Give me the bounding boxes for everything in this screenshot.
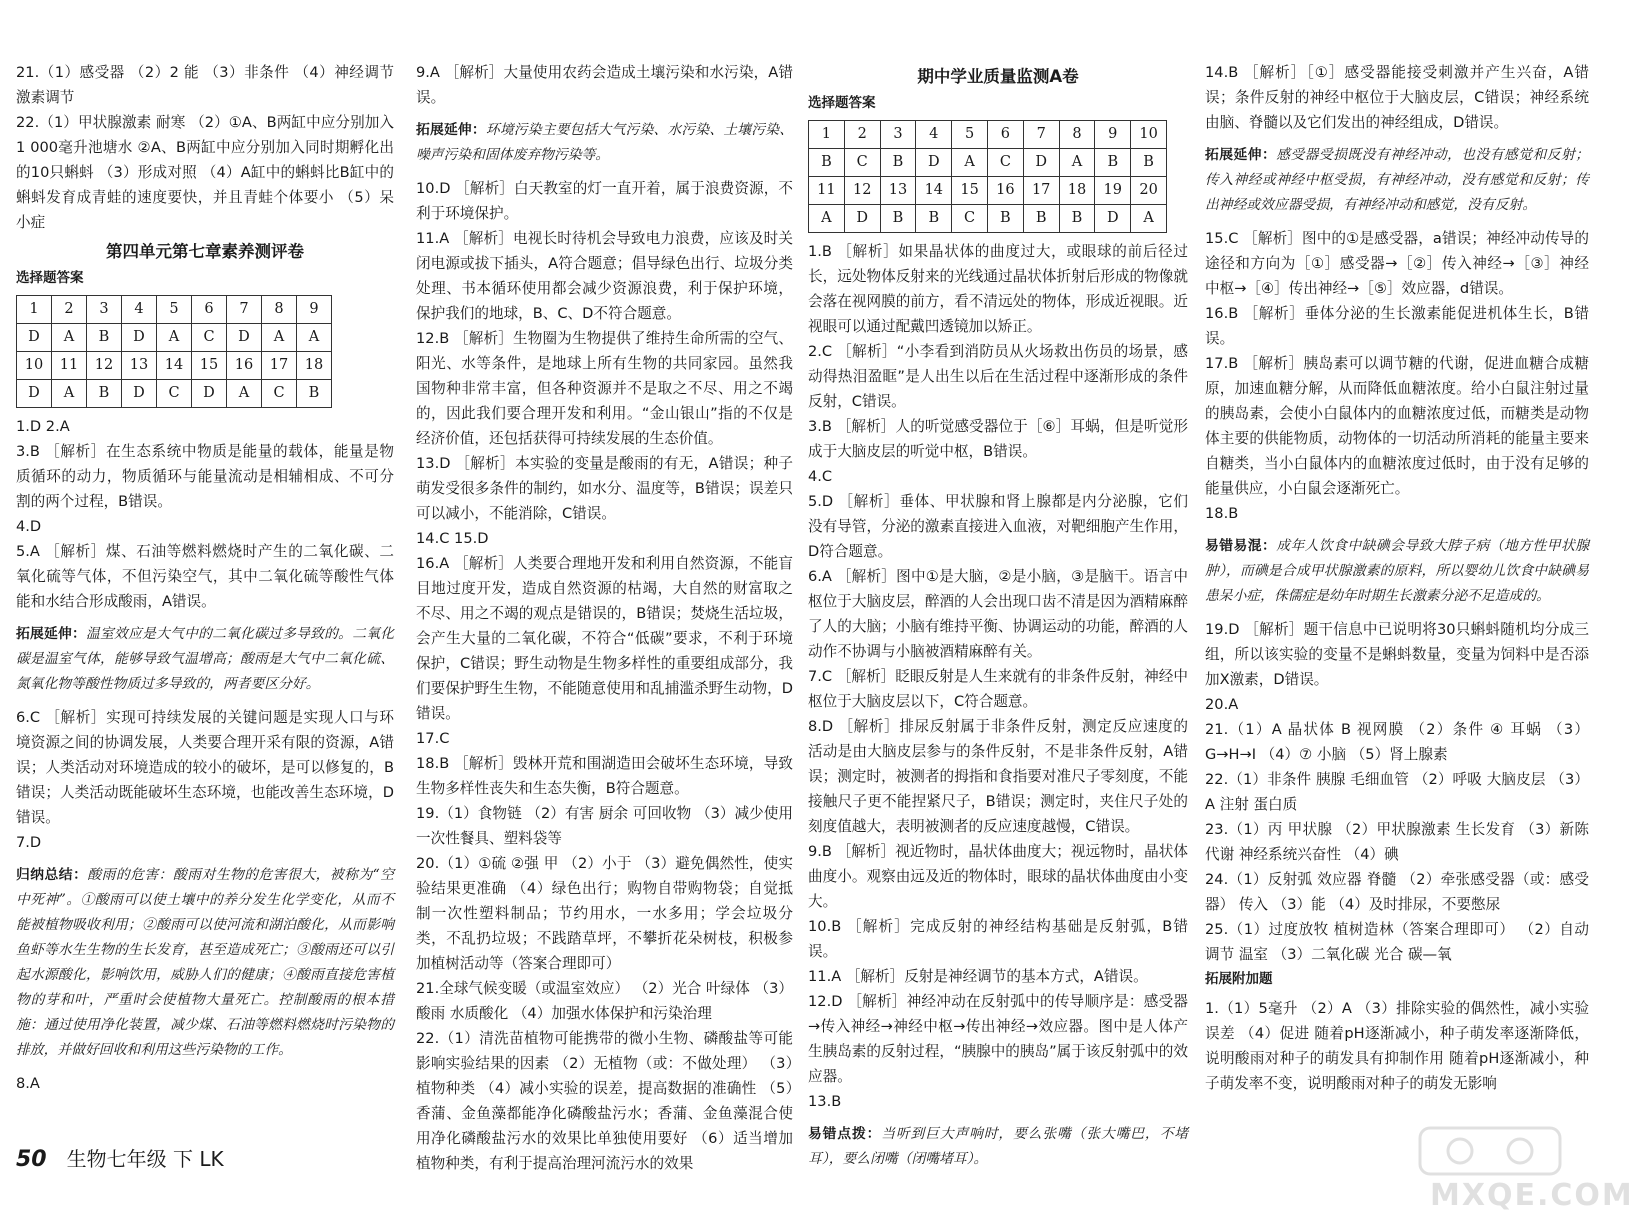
answer-table [16,295,332,408]
note-label: 拓展延伸： [16,626,87,642]
answer-6: 6.C ［解析］实现可持续发展的关键问题是实现人口与环境资源之间的协调发展，人类要合理开采有限的资源，A错误；人类活动对环境造成的较小的破坏，是可以修复的，B错误；人类活动既能破坏生态环境，也能改善生态环境，D错误。 [16,709,394,826]
table-cell: B [1059,205,1095,233]
answer-22: 22.（1）甲状腺激素 耐寒 （2）①A、B两缸中应分别加入1 000毫升池塘水 ②A、B两缸中应分别加入同时期孵化出的10只蝌蚪 （3）形成对照 （4）A缸中的蝌蚪比B缸中的蝌蚪发育成青蛙的速度要快，并且青蛙个体要小 （5）呆小症 [16,114,394,231]
table-cell: A [227,380,262,408]
answer-10: 10.B ［解析］完成反射的神经结构基础是反射弧，B错误。 [808,918,1188,960]
table-cell: 8 [1059,121,1095,149]
table-row [809,177,1167,205]
column-1 [16,60,394,1096]
answer-13: 13.D ［解析］本实验的变量是酸雨的有无，A错误；种子萌发受很多条件的制约，如水分、温度等，B错误；误差只可以减小，不能消除，C错误。 [416,455,793,522]
answer-11: 11.A ［解析］电视长时待机会导致电力浪费，应该及时关闭电源或拔下插头，A符合题意；倡导绿色出行、垃圾分类处理、书本循环使用都会减少资源浪费，利于保护环境，保护我们的地球，B、C、D不符合题意。 [416,230,793,322]
answer-18: 18.B ［解析］毁林开荒和围湖造田会破坏生态环境，导致生物多样性丧失和生态失衡，B符合题意。 [416,755,793,797]
note-text: 酸雨的危害：酸雨对生物的危害很大，被称为“空中死神”。①酸雨可以使土壤中的养分发生化学变化，从而不能被植物吸收利用；②酸雨可以使河流和湖泊酸化，从而影响鱼虾等水生生物的生长发育，甚至造成死亡；③酸雨还可以引起水源酸化，影响饮用，威胁人们的健康；④酸雨直接危害植物的芽和叶，严重时会使植物大量死亡。控制酸雨的根本措施：通过使用净化装置，减少煤、石油等燃料燃烧时污染物的排放，并做好回收和利用这些污染物的工作。 [16,867,394,1058]
table-row [809,121,1167,149]
answer-3: 3.B ［解析］在生态系统中物质是能量的载体，能量是物质循环的动力，物质循环与能量流动是相辅相成、不可分割的两个过程，B错误。 [16,443,394,510]
table-cell: C [157,380,192,408]
answer-22: 22.（1）清洗苗植物可能携带的微小生物、磷酸盐等可能影响实验结果的因素 （2）无植物（或：不做处理） （3）植物种类 （4）减小实验的误差，提高数据的准确性 （5）香蒲、金鱼藻都能净化磷酸盐污水；香蒲、金鱼藻混合使用净化磷酸盐污水的效果比单独使用要好 （6）适当增加植物种类，有利于提高治理河流污水的效果 [416,1030,793,1172]
watermark-icon [1400,1120,1580,1180]
answer-20: 20.（1）①硫 ②强 甲 （2）小于 （3）避免偶然性，使实验结果更准确 （4）绿色出行；购物自带购物袋；自觉抵制一次性塑料制品；节约用水，一水多用；学会垃圾分类，不乱扔垃圾；不践踏草坪，不攀折花朵树枝，积极参加植树活动等（答案合理即可） [416,855,793,972]
table-row [17,352,332,380]
table-cell: C [844,149,880,177]
table-row [809,149,1167,177]
table-cell: A [157,324,192,352]
answer-19: 19.（1）食物链 （2）有害 厨余 可回收物 （3）减少使用一次性餐具、塑料袋等 [416,805,793,847]
table-cell: 18 [297,352,332,380]
answer-25: 25.（1）过度放牧 植树造林（答案合理即可） （2）自动调节 温室 （3）二氧化碳 光合 碳—氧 [1205,921,1589,963]
table-cell: A [952,149,988,177]
note-label: 拓展延伸： [416,122,486,138]
extension-note [16,622,394,697]
answer-1: 1.B ［解析］如果晶状体的曲度过大，或眼球的前后径过长，远处物体反射来的光线通过晶状体折射后形成的物像就会落在视网膜的前方，看不清远处的物体，形成近视眼。近视眼可以通过配戴凹透镜加以矫正。 [808,243,1188,335]
table-cell: 4 [916,121,952,149]
table-cell: B [87,380,122,408]
table-cell: D [192,380,227,408]
table-cell: B [1095,149,1131,177]
answer-12: 12.B ［解析］生物圈为生物提供了维持生命所需的空气、阳光、水等条件，是地球上所有生物的共同家园。虽然我国物种非常丰富，但各种资源并不是取之不尽、用之不竭的，因此我们要合理开发和利用。“金山银山”指的不仅是经济价值，还包括获得可持续发展的生态价值。 [416,330,793,447]
note-label: 归纳总结： [16,867,88,883]
answer-8: 8.D ［解析］排尿反射属于非条件反射，测定反应速度的活动是由大脑皮层参与的条件反射，不是非条件反射，A错误；测定时，被测者的拇指和食指要对准尺子零刻度，不能接触尺子更不能捏紧尺子，B错误；测定时，夹住尺子处的刻度值越大，表明被测者的反应速度越慢，C错误。 [808,718,1188,835]
table-cell: D [916,149,952,177]
table-cell: 19 [1095,177,1131,205]
table-cell: D [1023,149,1059,177]
answer-12: 12.D ［解析］神经冲动在反射弧中的传导顺序是：感受器→传入神经→神经中枢→传出神经→效应器。图中是人体产生胰岛素的反射过程，“胰腺中的胰岛”属于该反射弧中的效应器。 [808,993,1188,1085]
table-cell: 2 [844,121,880,149]
table-cell: D [17,380,52,408]
answer-21: 21.（1）感受器 （2）2 能 （3）非条件 （4）神经调节 激素调节 [16,64,394,106]
table-cell: 14 [916,177,952,205]
table-cell: 5 [952,121,988,149]
watermark-logo [1400,1120,1634,1213]
table-cell: D [122,380,157,408]
answer-8: 8.A [16,1075,40,1092]
table-cell: 13 [122,352,157,380]
table-cell: 3 [880,121,916,149]
bonus-title: 拓展附加题 [1205,971,1273,987]
table-cell: D [17,324,52,352]
table-cell: A [809,205,845,233]
answer-21: 21.（1）A 晶状体 B 视网膜 （2）条件 ④ 耳蜗 （3）G→H→I （4）⑦ 小脑 （5）肾上腺素 [1205,721,1589,763]
answer-9: 9.B ［解析］视近物时，晶状体曲度大；视远物时，晶状体曲度小。观察由远及近的物体时，眼球的晶状体曲度由小变大。 [808,843,1188,910]
table-cell: D [122,324,157,352]
table-cell: 10 [1131,121,1167,149]
bonus-answer-1: 1.（1）5毫升 （2）A （3）排除实验的偶然性，减小实验误差 （4）促进 随着pH逐渐减小，种子萌发率逐渐降低，说明酸雨对种子的萌发具有抑制作用 随着pH逐渐减小，种子萌发率不变，说明酸雨对种子的萌发无影响 [1205,1000,1589,1092]
answer-9: 9.A ［解析］大量使用农药会造成土壤污染和水污染，A错误。 [416,64,793,106]
answer-10: 10.D ［解析］白天教室的灯一直开着，属于浪费资源，不利于环境保护。 [416,180,793,222]
column-2 [416,60,793,1176]
table-cell: 5 [157,296,192,324]
section-title: 期中学业质量监测A卷 [917,67,1079,86]
answer-11: 11.A ［解析］反射是神经调节的基本方式，A错误。 [808,968,1148,985]
note-text: 成年人饮食中缺碘会导致大脖子病（地方性甲状腺肿），而碘是合成甲状腺激素的原料，所以婴幼儿饮食中缺碘易患呆小症，侏儒症是幼年时期生长激素分泌不足造成的。 [1205,538,1590,604]
note-text: 环境污染主要包括大气污染、水污染、土壤污染、噪声污染和固体废弃物污染等。 [416,122,794,163]
answer-2: 2.C ［解析］“小李看到消防员从火场救出伤员的场景，感动得热泪盈眶”是人出生以后在生活过程中逐渐形成的条件反射，C错误。 [808,343,1188,410]
table-cell: A [1059,149,1095,177]
answer-4: 4.C [808,468,833,485]
table-cell: 20 [1131,177,1167,205]
table-cell: A [297,324,332,352]
table-cell: 17 [262,352,297,380]
table-cell: B [1023,205,1059,233]
section-subtitle: 选择题答案 [16,270,84,286]
answer-16: 16.B ［解析］垂体分泌的生长激素能促进机体生长，B错误。 [1205,305,1589,347]
table-cell: 9 [297,296,332,324]
table-cell: 1 [809,121,845,149]
table-cell: 16 [987,177,1023,205]
answer-20: 20.A [1205,696,1239,713]
note-text: 当听到巨大声响时，要么张嘴（张大嘴巴，不堵耳），要么闭嘴（闭嘴堵耳）。 [808,1126,1189,1167]
section-subtitle: 选择题答案 [808,95,876,111]
note-label: 易错易混： [1205,538,1277,554]
table-cell: C [192,324,227,352]
answer-21: 21.全球气候变暖（或温室效应） （2）光合 叶绿体 （3）酸雨 水质酸化 （4）加强水体保护和污染治理 [416,980,793,1022]
table-cell: 4 [122,296,157,324]
error-note [808,1122,1188,1172]
table-cell: 7 [1023,121,1059,149]
answer-14-15: 14.C 15.D [416,530,489,547]
table-cell: 10 [17,352,52,380]
table-cell: 2 [52,296,87,324]
answer-16: 16.A ［解析］人类要合理地开发和利用自然资源，不能盲目地过度开发，造成自然资源的枯竭，大自然的财富取之不尽、用之不竭的观点是错误的，B错误；焚烧生活垃圾，会产生大量的二氧化碳，不符合“低碳”要求，不利于环境保护，C错误；野生动物是生物多样性的重要组成部分，我们要保护野生生物，不能随意使用和乱捕滥杀野生动物，D错误。 [416,555,793,722]
section-title: 第四单元第七章素养测评卷 [106,242,304,261]
table-cell: 1 [17,296,52,324]
table-cell: 8 [262,296,297,324]
table-cell: B [987,205,1023,233]
table-cell: 11 [52,352,87,380]
summary-note [16,863,394,1063]
note-text: 温室效应是大气中的二氧化碳过多导致的。二氧化碳是温室气体，能够导致气温增高；酸雨是大气中二氧化硫、氮氧化物等酸性物质过多导致的，两者要区分好。 [16,626,395,692]
table-cell: 13 [880,177,916,205]
table-cell: 18 [1059,177,1095,205]
table-cell: C [987,149,1023,177]
extension-note [416,118,793,168]
table-cell: 7 [227,296,262,324]
table-row [17,380,332,408]
answer-5: 5.A ［解析］煤、石油等燃料燃烧时产生的二氧化碳、二氧化硫等气体，不但污染空气，其中二氧化硫等酸性气体能和水结合形成酸雨，A错误。 [16,543,394,610]
column-4 [1205,60,1589,1096]
table-cell: C [262,380,297,408]
watermark-text: MXQE.COM [1430,1178,1634,1213]
table-row [17,296,332,324]
table-cell: 16 [227,352,262,380]
table-cell: 15 [192,352,227,380]
table-cell: D [844,205,880,233]
table-cell: C [952,205,988,233]
answer-14: 14.B ［解析］［①］感受器能接受刺激并产生兴奋，A错误；条件反射的神经中枢位于大脑皮层，C错误；神经系统由脑、脊髓以及它们发出的神经组成，D错误。 [1205,64,1589,131]
table-row [17,324,332,352]
table-cell: 3 [87,296,122,324]
table-cell: 15 [952,177,988,205]
table-row [809,205,1167,233]
note-label: 易错点拨： [808,1126,882,1142]
answer-23: 23.（1）丙 甲状腺 （2）甲状腺激素 生长发育 （3）新陈代谢 神经系统兴奋性 （4）碘 [1205,821,1589,863]
table-cell: 12 [87,352,122,380]
table-cell: A [52,380,87,408]
table-cell: B [916,205,952,233]
table-cell: B [809,149,845,177]
table-cell: B [880,205,916,233]
table-cell: D [1095,205,1131,233]
answer-19: 19.D ［解析］题干信息中已说明将30只蝌蚪随机均分成三组，所以该实验的变量不是蝌蚪数量，变量为饲料中是否添加X激素，D错误。 [1205,621,1589,688]
answer-18: 18.B [1205,505,1239,522]
table-cell: 11 [809,177,845,205]
error-note [1205,534,1589,609]
answer-7: 7.C ［解析］眨眼反射是人生来就有的非条件反射，神经中枢位于大脑皮层以下，C符合题意。 [808,668,1188,710]
table-cell: 9 [1095,121,1131,149]
table-cell: A [262,324,297,352]
table-cell: 12 [844,177,880,205]
answer-15: 15.C ［解析］图中的①是感受器，a错误；神经冲动传导的途径和方向为［①］感受器→［②］传入神经→［③］神经中枢→［④］传出神经→［⑤］效应器，d错误。 [1205,230,1589,297]
answer-13: 13.B [808,1093,842,1110]
answer-17: 17.B ［解析］胰岛素可以调节糖的代谢，促进血糖合成糖原，加速血糖分解，从而降低血糖浓度。给小白鼠注射过量的胰岛素，会使小白鼠体内的血糖浓度过低，而糖类是动物体主要的供能物质，动物体的一切活动所消耗的能量主要来自糖类，当小白鼠体内的血糖浓度过低时，由于没有足够的能量供应，小白鼠会逐渐死亡。 [1205,355,1589,497]
page-footer [16,1143,224,1172]
answer-1-2: 1.D 2.A [16,418,70,435]
note-text: 感受器受损既没有神经冲动，也没有感觉和反射；传入神经或神经中枢受损，有神经冲动，没有感觉和反射；传出神经或效应器受损，有神经冲动和感觉，没有反射。 [1205,147,1590,213]
table-cell: A [52,324,87,352]
table-cell: 6 [192,296,227,324]
column-3 [808,60,1188,1180]
answer-4: 4.D [16,518,42,535]
note-label: 拓展延伸： [1205,147,1277,163]
table-cell: B [880,149,916,177]
extension-note [1205,143,1589,218]
page-number: 50 [16,1147,47,1172]
table-cell: B [87,324,122,352]
table-cell: 6 [987,121,1023,149]
answer-7: 7.D [16,834,42,851]
answer-22: 22.（1）非条件 胰腺 毛细血管 （2）呼吸 大脑皮层 （3）A 注射 蛋白质 [1205,771,1589,813]
answer-17: 17.C [416,730,450,747]
table-cell: D [227,324,262,352]
answer-5: 5.D ［解析］垂体、甲状腺和肾上腺都是内分泌腺，它们没有导管，分泌的激素直接进入血液，对靶细胞产生作用，D符合题意。 [808,493,1188,560]
answer-24: 24.（1）反射弧 效应器 脊髓 （2）牵张感受器（或：感受器） 传入 （3）能 （4）及时排尿，不要憋尿 [1205,871,1589,913]
table-cell: A [1131,205,1167,233]
answer-table [808,120,1167,233]
answer-3: 3.B ［解析］人的听觉感受器位于［⑥］耳蜗，但是听觉形成于大脑皮层的听觉中枢，B错误。 [808,418,1188,460]
table-cell: B [1131,149,1167,177]
table-cell: 17 [1023,177,1059,205]
table-cell: B [297,380,332,408]
table-cell: 14 [157,352,192,380]
subject-label: 生物七年级 下 LK [66,1147,224,1171]
answer-6: 6.A ［解析］图中①是大脑，②是小脑，③是脑干。语言中枢位于大脑皮层，醉酒的人会出现口齿不清是因为酒精麻醉了人的大脑；小脑有维持平衡、协调运动的功能，醉酒的人动作不协调与小脑被酒精麻醉有关。 [808,568,1188,660]
